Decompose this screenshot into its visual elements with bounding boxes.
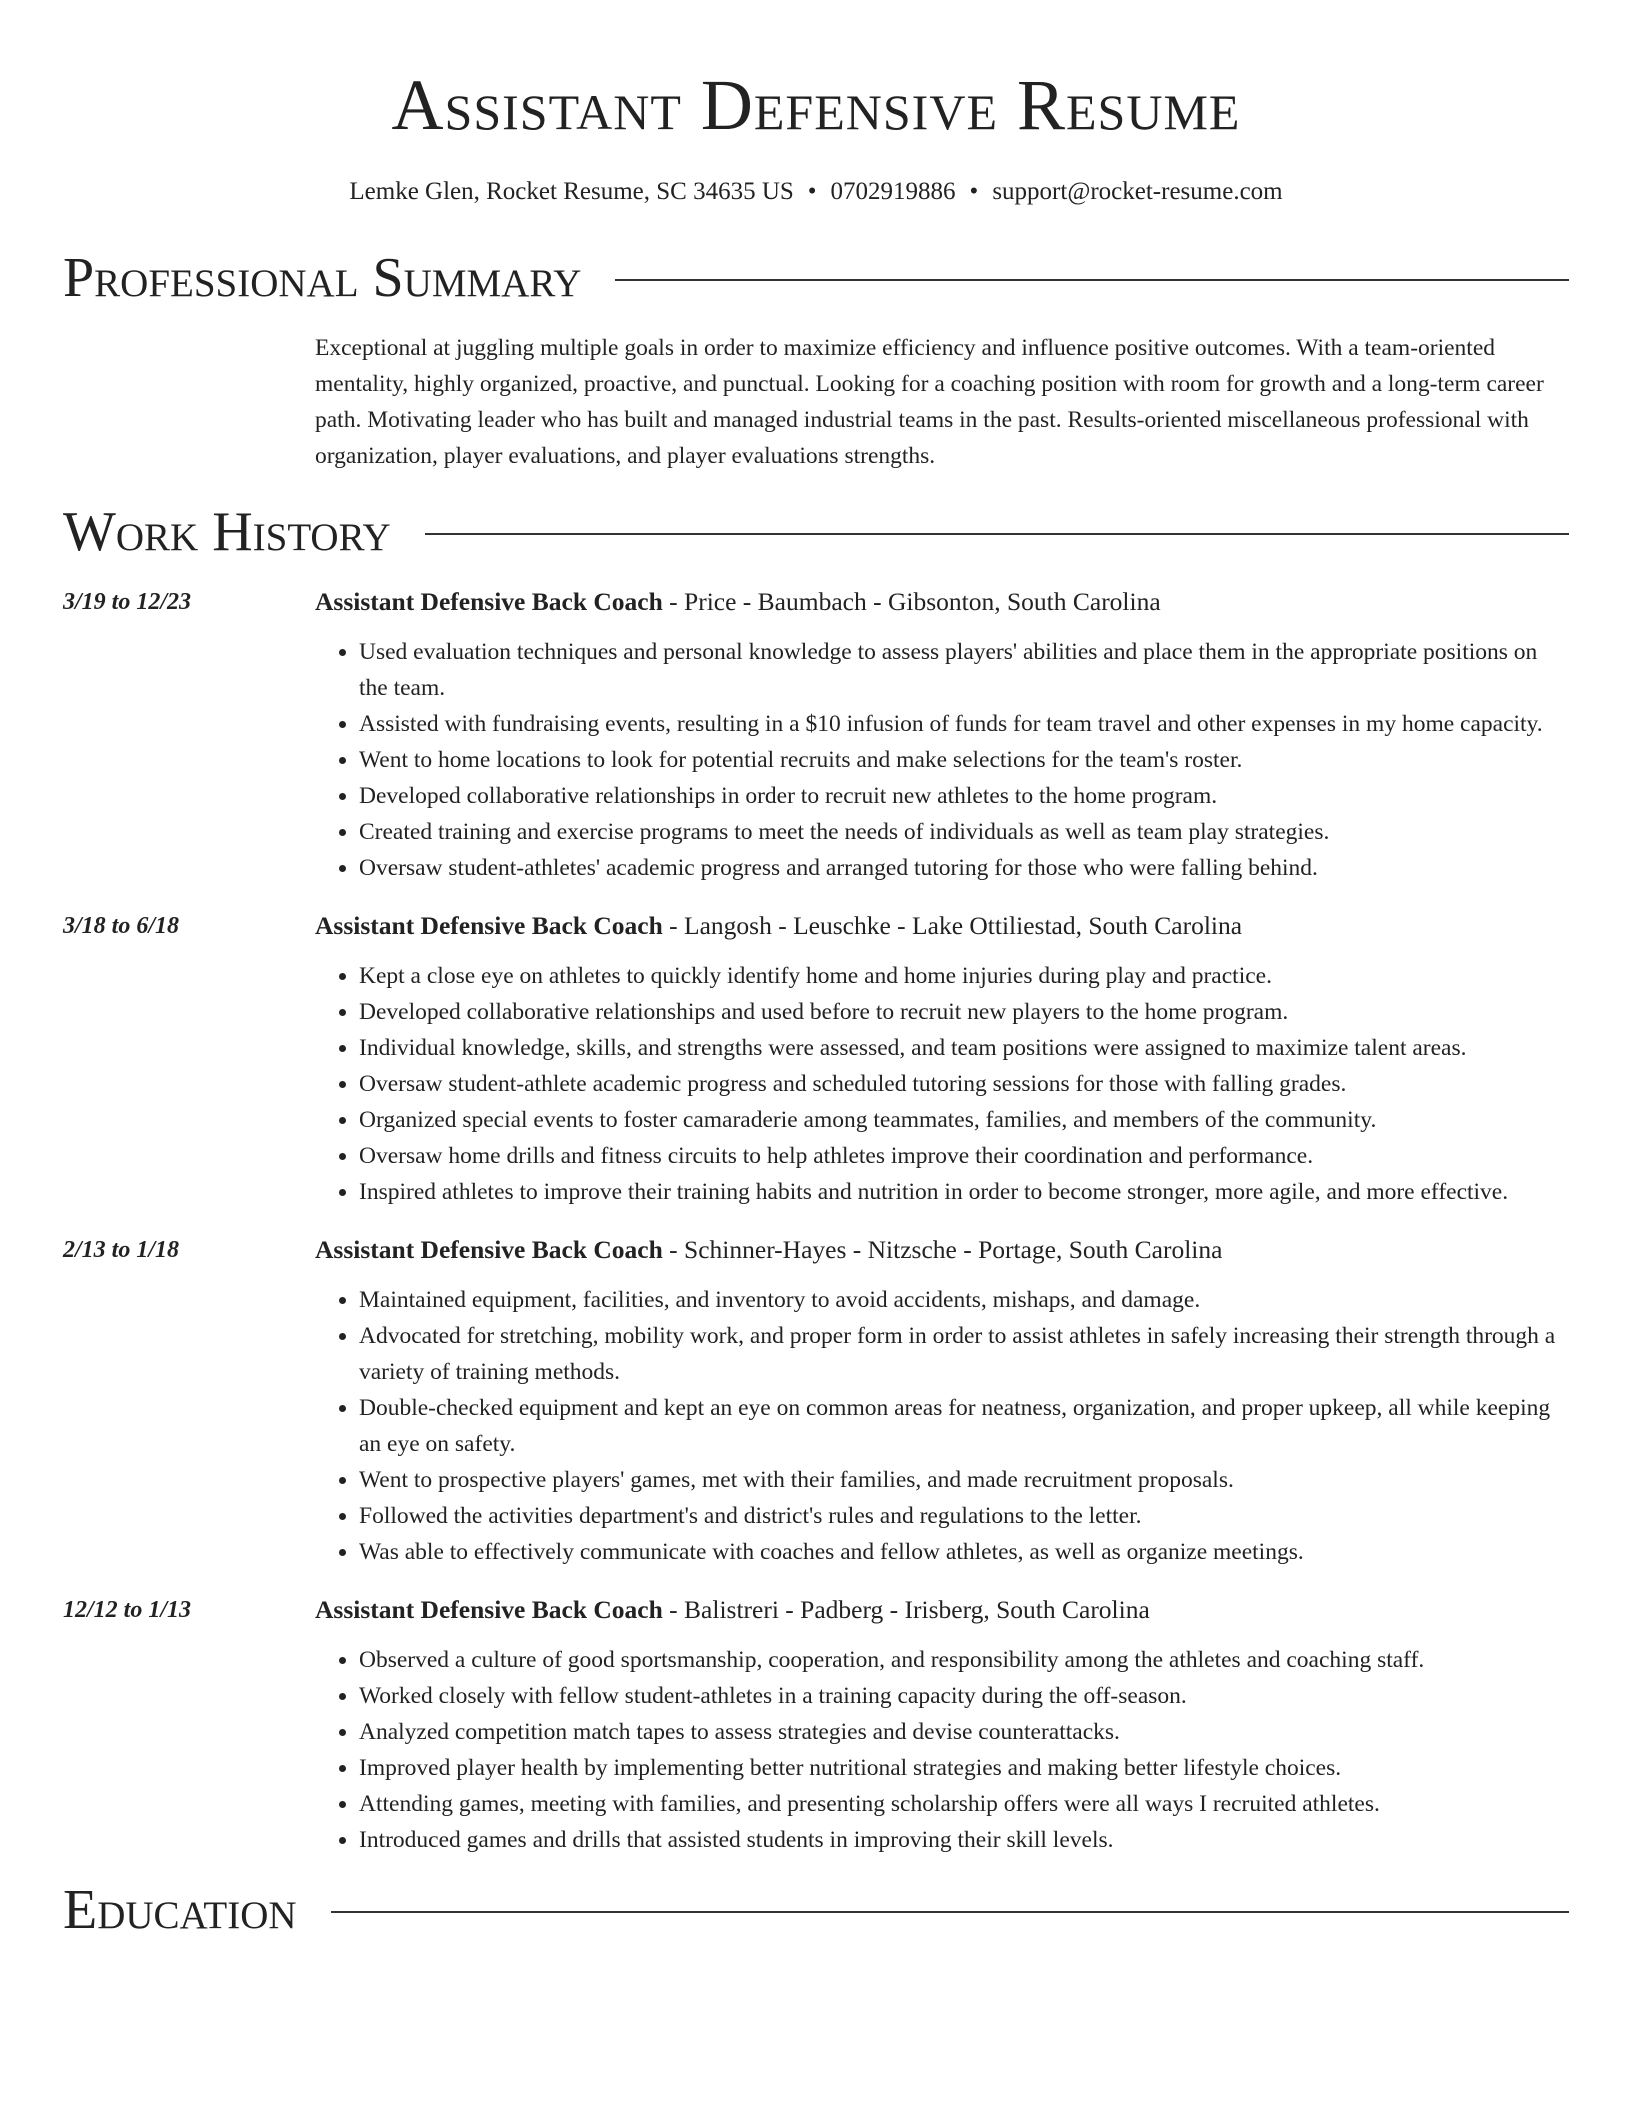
job-bullets	[315, 634, 1569, 886]
job-employer: - Balistreri - Padberg - Irisberg, South Carolina	[662, 1595, 1150, 1624]
job-bullet: • Followed the activities department's and district's rules and regulations to the letter.	[359, 1498, 1569, 1534]
job-bullet: • Advocated for stretching, mobility work, and proper form in order to assist athletes in safely increasing their strength through a variety of training methods.	[359, 1318, 1569, 1390]
job-entry	[63, 1232, 1569, 1570]
job-bullet: • Used evaluation techniques and personal knowledge to assess players' abilities and place them in the appropriate positions on the team.	[359, 634, 1569, 706]
job-dates: 12/12 to 1/13	[63, 1597, 192, 1623]
section-title-education: Education	[63, 1879, 297, 1941]
job-bullets	[315, 958, 1569, 1210]
job-bullet: • Oversaw student-athlete academic progress and scheduled tutoring sessions for those with falling grades.	[359, 1066, 1569, 1102]
section-divider	[615, 279, 1569, 281]
job-bullet: • Inspired athletes to improve their training habits and nutrition in order to become stronger, more agile, and more effective.	[359, 1174, 1569, 1210]
job-bullets	[315, 1282, 1569, 1570]
job-bullet: • Worked closely with fellow student-athletes in a training capacity during the off-season.	[359, 1678, 1569, 1714]
job-title: Assistant Defensive Back Coach	[315, 911, 663, 940]
job-body	[315, 584, 1569, 886]
job-bullet: • Improved player health by implementing better nutritional strategies and making better lifestyle choices.	[359, 1750, 1569, 1786]
section-divider	[331, 1911, 1569, 1913]
job-dates: 2/13 to 1/18	[63, 1237, 180, 1263]
job-body	[315, 908, 1569, 1210]
resume-title: Assistant Defensive Resume	[391, 65, 1241, 145]
job-title-line	[315, 908, 1569, 944]
section-divider	[425, 533, 1569, 535]
job-bullet: • Assisted with fundraising events, resulting in a $10 infusion of funds for team travel and other expenses in my home capacity.	[359, 706, 1569, 742]
contact-email: support@rocket-resume.com	[992, 178, 1283, 205]
job-title: Assistant Defensive Back Coach	[315, 1595, 663, 1624]
job-title-line	[315, 1592, 1569, 1628]
job-bullet: • Went to prospective players' games, met with their families, and made recruitment proposals.	[359, 1462, 1569, 1498]
job-dates: 3/19 to 12/23	[63, 589, 192, 615]
job-bullet: • Introduced games and drills that assisted students in improving their skill levels.	[359, 1822, 1569, 1858]
job-title: Assistant Defensive Back Coach	[315, 1235, 663, 1264]
job-bullet: • Developed collaborative relationships in order to recruit new athletes to the home program.	[359, 778, 1569, 814]
job-employer: - Price - Baumbach - Gibsonton, South Carolina	[662, 587, 1161, 616]
job-bullet: • Individual knowledge, skills, and strengths were assessed, and team positions were assigned to maximize talent areas.	[359, 1030, 1569, 1066]
job-bullet: • Observed a culture of good sportsmanship, cooperation, and responsibility among the athletes and coaching staff.	[359, 1642, 1569, 1678]
job-title-line	[315, 584, 1569, 620]
job-bullet: • Created training and exercise programs to meet the needs of individuals as well as team play strategies.	[359, 814, 1569, 850]
job-employer: - Langosh - Leuschke - Lake Ottiliestad, South Carolina	[662, 911, 1243, 940]
summary-text: Exceptional at juggling multiple goals in order to maximize efficiency and influence positive outcomes. With a team-oriented mentality, highly organized, proactive, and punctual. Looking for a coaching position with room for growth and a long-term career path. Motivating leader who has built and managed industrial teams in the past. Results-oriented miscellaneous professional with organization, player evaluations, and player evaluations strengths.	[315, 335, 1544, 469]
job-dates: 3/18 to 6/18	[63, 913, 180, 939]
job-title-line	[315, 1232, 1569, 1268]
job-bullet: • Double-checked equipment and kept an eye on common areas for neatness, organization, and proper upkeep, all while keeping an eye on safety.	[359, 1390, 1569, 1462]
job-bullet: • Organized special events to foster camaraderie among teammates, families, and members of the community.	[359, 1102, 1569, 1138]
section-title-work-history: Work History	[63, 501, 391, 563]
job-entry	[63, 584, 1569, 886]
job-bullet: • Analyzed competition match tapes to assess strategies and devise counterattacks.	[359, 1714, 1569, 1750]
job-body	[315, 1592, 1569, 1858]
contact-phone: 0702919886	[830, 178, 956, 205]
job-entry	[63, 908, 1569, 1210]
section-title-summary: Professional Summary	[63, 247, 582, 309]
section-header-work-history	[63, 498, 1569, 566]
job-bullet: • Was able to effectively communicate with coaches and fellow athletes, as well as organize meetings.	[359, 1534, 1569, 1570]
job-bullet: • Oversaw student-athletes' academic progress and arranged tutoring for those who were falling behind.	[359, 850, 1569, 886]
job-title: Assistant Defensive Back Coach	[315, 587, 663, 616]
contact-line	[63, 176, 1569, 208]
job-bullet: • Went to home locations to look for potential recruits and make selections for the team's roster.	[359, 742, 1569, 778]
contact-address: Lemke Glen, Rocket Resume, SC 34635 US	[349, 178, 794, 205]
section-header-summary	[63, 244, 1569, 312]
contact-separator: •	[807, 178, 817, 205]
job-bullet: • Developed collaborative relationships and used before to recruit new players to the home program.	[359, 994, 1569, 1030]
job-body	[315, 1232, 1569, 1570]
contact-separator: •	[969, 178, 979, 205]
job-bullet: • Oversaw home drills and fitness circuits to help athletes improve their coordination and performance.	[359, 1138, 1569, 1174]
job-bullets	[315, 1642, 1569, 1858]
job-entry	[63, 1592, 1569, 1858]
job-bullet: • Attending games, meeting with families, and presenting scholarship offers were all ways I recruited athletes.	[359, 1786, 1569, 1822]
job-employer: - Schinner-Hayes - Nitzsche - Portage, South Carolina	[662, 1235, 1223, 1264]
job-bullet: • Maintained equipment, facilities, and inventory to avoid accidents, mishaps, and damage.	[359, 1282, 1569, 1318]
section-header-education	[63, 1876, 1569, 1944]
job-bullet: • Kept a close eye on athletes to quickly identify home and home injuries during play and practice.	[359, 958, 1569, 994]
